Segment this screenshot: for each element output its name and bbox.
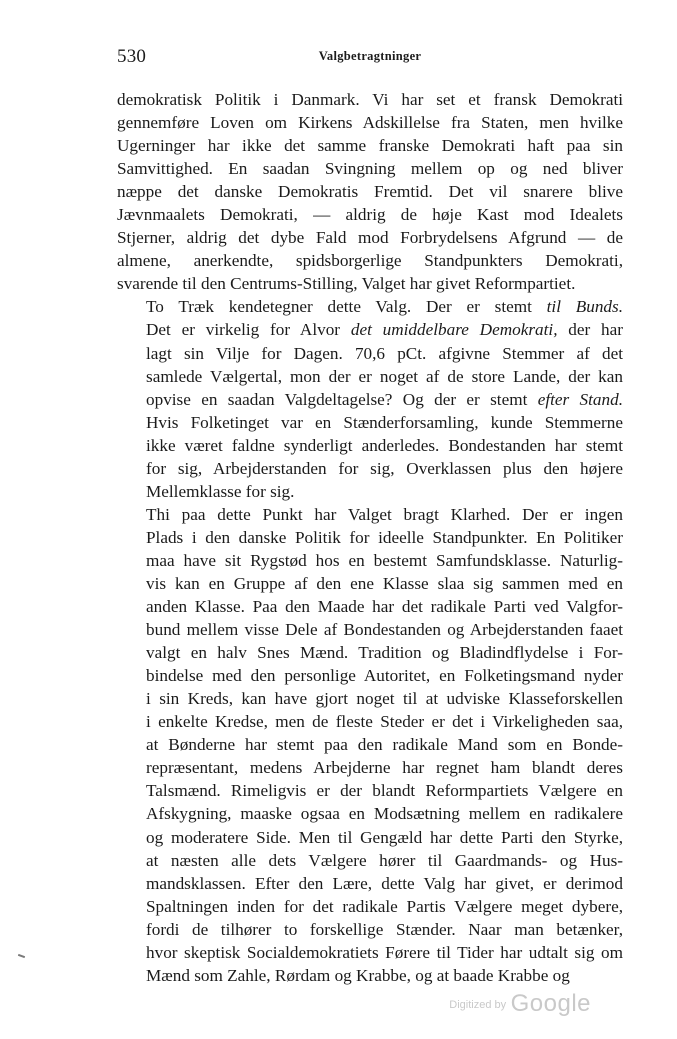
text-line: Jævnmaalets Demokrati, — aldrig de høje Kast mod Idealets	[117, 205, 623, 225]
text-line: Samvittighed. En saadan Svingning mellem op og ned bliver	[117, 159, 623, 179]
watermark-prefix: Digitized by	[449, 999, 507, 1011]
text-segment: Det er virkelig for Alvor	[146, 320, 351, 340]
running-head	[117, 46, 623, 70]
text-line: at Bønderne har stemt paa den radikale Mand som en Bonde-	[146, 735, 623, 755]
text-line: i enkelte Kredse, men de fleste Steder er det i Virkeligheden saa,	[146, 712, 623, 732]
text-line: vis kan en Gruppe af den ene Klasse slaa sig sammen med en	[146, 573, 623, 593]
text-line: at næsten alle dets Vælgere hører til Gaardmands- og Hus-	[146, 850, 623, 870]
text-line: bindelse med den personlige Autoritet, en Folketingsmand nyder	[146, 666, 623, 686]
text-line: næppe det danske Demokratis Fremtid. Det vil snarere blive	[117, 182, 623, 202]
running-title: Valgbetragtninger	[318, 49, 422, 63]
text-segment: To Træk kendetegner dette Valg. Der er stemt	[146, 297, 547, 317]
text-line	[117, 388, 623, 411]
text-line: svarende til den Centrums-Stilling, Valget har givet Reformpartiet.	[117, 274, 576, 294]
text-line: mandsklassen. Efter den Lære, dette Valg har givet, er derimod	[146, 873, 623, 893]
text-line: Stjerner, aldrig det dybe Fald mod Forbrydelsens Afgrund — de	[117, 228, 623, 248]
text-line: ikke været faldne synderligt anderledes. Bondestanden har stemt	[146, 435, 623, 455]
text-line: anden Klasse. Paa den Maade har det radikale Parti ved Valgfor-	[146, 597, 623, 617]
paragraph	[117, 503, 623, 987]
text-line: Afskygning, maaske ogsaa en Modsætning mellem en radikalere	[146, 804, 623, 824]
text-line: repræsentant, medens Arbejderne har regnet ham blandt deres	[146, 758, 623, 778]
text-line: gennemføre Loven om Kirkens Adskillelse fra Staten, men hvilke	[117, 113, 623, 133]
text-line: demokratisk Politik i Danmark. Vi har set et fransk Demokrati	[117, 90, 623, 109]
text-line: lagt sin Vilje for Dagen. 70,6 pCt. afgivne Stemmer af det	[146, 343, 623, 363]
text-segment: der har	[557, 320, 623, 340]
text-line: Mellemklasse for sig.	[146, 481, 295, 501]
text-line: almene, anerkendte, spidsborgerlige Standpunkters Demokrati,	[117, 251, 623, 271]
digitization-watermark	[449, 990, 591, 1018]
text-line: Talsmænd. Rimeligvis er der blandt Reformpartiets Vælgere en	[146, 781, 623, 801]
paragraph	[117, 88, 623, 295]
text-line: Hvis Folketinget var en Stænderforsamling, kunde Stemmerne	[146, 412, 623, 432]
text-line: i sin Kreds, kan have gjort noget til at udviske Klasseforskellen	[146, 689, 623, 709]
scan-speck	[18, 954, 25, 958]
text-line: Spaltningen inden for det radikale Partis Vælgere meget dybere,	[146, 896, 623, 916]
text-line: for sig, Arbejderstanden for sig, Overklassen plus den højere	[146, 458, 623, 478]
italic-phrase: efter Stand.	[537, 389, 623, 409]
page-number: 530	[117, 46, 147, 67]
text-line	[117, 318, 623, 341]
watermark-brand: Google	[510, 990, 591, 1017]
text-line: samlede Vælgertal, mon der er noget af de store Lande, der kan	[146, 366, 623, 386]
text-line: valgt en halv Snes Mænd. Tradition og Bladindflydelse i For-	[146, 643, 623, 663]
text-line: Ugerninger har ikke det samme franske Demokrati haft paa sin	[117, 136, 623, 156]
text-line: Thi paa dette Punkt har Valget bragt Klarhed. Der er ingen	[146, 504, 623, 524]
text-line: bund mellem visse Dele af Bondestanden og Arbejderstanden faaet	[146, 620, 623, 640]
text-line: fordi de tilhører to forskellige Stænder. Naar man betænker,	[146, 919, 623, 939]
text-line: maa have sit Rygstød hos en bestemt Samfundsklasse. Naturlig-	[146, 550, 623, 570]
text-line	[117, 295, 623, 318]
italic-phrase: det umiddelbare Demokrati,	[350, 320, 558, 340]
text-line: hvor skeptisk Socialdemokratiets Førere til Tider har udtalt sig om	[146, 942, 623, 962]
text-line: og moderatere Side. Men til Gengæld har dette Parti den Styrke,	[146, 827, 623, 847]
body-text	[117, 88, 623, 987]
text-segment: opvise en saadan Valgdeltagelse? Og der er stemt	[146, 389, 538, 409]
text-line: Mænd som Zahle, Rørdam og Krabbe, og at baade Krabbe og	[146, 965, 570, 985]
text-line: Plads i den danske Politik for ideelle Standpunkter. En Politiker	[146, 527, 623, 547]
italic-phrase: til Bunds.	[546, 297, 624, 317]
paragraph	[117, 295, 623, 502]
